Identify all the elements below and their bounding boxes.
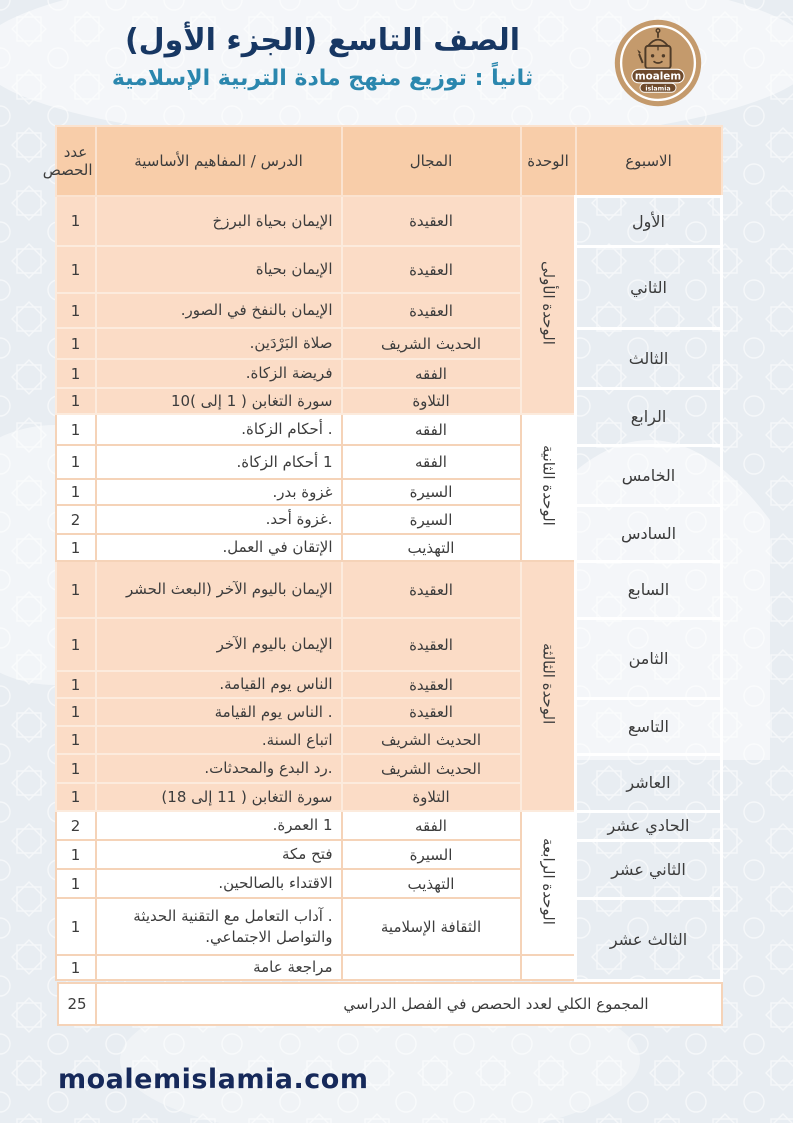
domain-cell: الحديث الشريف: [342, 754, 521, 783]
lesson-cell: 1 العمرة.: [96, 811, 342, 840]
unit-vertical-label: الوحدة الأولى: [539, 261, 558, 345]
domain-cell: الحديث الشريف: [342, 726, 521, 754]
total-value: 25: [57, 982, 97, 1026]
total-row: [57, 982, 723, 1026]
domain-cell: السيرة: [342, 840, 521, 869]
unit-vertical-label: الوحدة الرابعة: [539, 837, 558, 925]
week-cell: الثامن: [576, 618, 722, 698]
lesson-cell: الإيمان باليوم الآخر: [96, 618, 342, 671]
domain-cell: العقيدة: [342, 293, 521, 328]
count-cell: 1: [56, 534, 96, 561]
week-cell: الثالث: [576, 328, 722, 388]
count-cell: 1: [56, 246, 96, 293]
count-cell: 1: [56, 445, 96, 479]
domain-cell: السيرة: [342, 479, 521, 505]
table-row: [56, 840, 722, 869]
lesson-cell: غزوة بدر.: [96, 479, 342, 505]
count-cell: 1: [56, 754, 96, 783]
lesson-cell: سورة التغابن ( 1 إلى )10: [96, 388, 342, 414]
table-row: [56, 618, 722, 671]
lesson-cell: الاقتداء بالصالحين.: [96, 869, 342, 898]
domain-cell: العقيدة: [342, 246, 521, 293]
lesson-cell: صلاة البَرْدَين.: [96, 328, 342, 359]
lesson-cell: الناس يوم القيامة.: [96, 671, 342, 698]
week-cell: التاسع: [576, 698, 722, 754]
count-cell: 1: [56, 561, 96, 618]
table-row: [56, 561, 722, 618]
lesson-cell: . أحكام الزكاة.: [96, 414, 342, 445]
lesson-cell: سورة التغابن ( 11 إلى 18): [96, 783, 342, 811]
table-row: [56, 505, 722, 534]
count-cell: 1: [56, 328, 96, 359]
domain-cell: العقيدة: [342, 561, 521, 618]
count-cell: 1: [56, 196, 96, 246]
lesson-cell: . الناس يوم القيامة: [96, 698, 342, 726]
domain-cell: الحديث الشريف: [342, 328, 521, 359]
table-row: [56, 898, 722, 955]
unit-vertical-label: الوحدة الثانية: [539, 445, 558, 526]
count-cell: 2: [56, 505, 96, 534]
count-cell: 1: [56, 293, 96, 328]
week-cell: السادس: [576, 505, 722, 561]
count-cell: 1: [56, 671, 96, 698]
unit-cell: [521, 561, 576, 811]
count-cell: 1: [56, 618, 96, 671]
lesson-cell: فتح مكة: [96, 840, 342, 869]
week-cell: السابع: [576, 561, 722, 618]
week-cell: الأول: [576, 196, 722, 246]
unit-cell: [521, 955, 576, 980]
count-cell: 2: [56, 811, 96, 840]
column-header-unit: الوحدة: [521, 126, 576, 196]
logo-text-moalem: moalem: [634, 70, 682, 83]
lesson-cell: . آداب التعامل مع التقنية الحديثة والتواصل الاجتماعي.: [96, 898, 342, 955]
week-cell: الرابع: [576, 388, 722, 445]
unit-cell: [521, 196, 576, 414]
domain-cell: السيرة: [342, 505, 521, 534]
page-subtitle: ثانياً : توزيع منهج مادة التربية الإسلامية: [111, 65, 534, 91]
count-cell: 1: [56, 479, 96, 505]
count-cell: 1: [56, 783, 96, 811]
week-cell: الثالث عشر: [576, 898, 722, 980]
lesson-cell: الإيمان بحياة: [96, 246, 342, 293]
week-cell: الثاني عشر: [576, 840, 722, 898]
domain-cell: العقيدة: [342, 698, 521, 726]
week-cell: الحادي عشر: [576, 811, 722, 840]
count-cell: 1: [56, 869, 96, 898]
count-cell: 1: [56, 726, 96, 754]
table-row: [56, 754, 722, 783]
domain-cell: الفقه: [342, 445, 521, 479]
curriculum-table-wrap: [42, 125, 723, 1026]
domain-cell: العقيدة: [342, 618, 521, 671]
table-row: [56, 388, 722, 414]
page-header: [40, 22, 605, 91]
table-row: [56, 196, 722, 246]
week-cell: الخامس: [576, 445, 722, 505]
lesson-cell: الإيمان باليوم الآخر (البعث الحشر: [96, 561, 342, 618]
lesson-cell: فريضة الزكاة.: [96, 359, 342, 388]
moalem-islamia-logo: [613, 18, 703, 108]
domain-cell: الثقافة الإسلامية: [342, 898, 521, 955]
total-label: المجموع الكلي لعدد الحصص في الفصل الدراسي: [271, 982, 723, 1026]
page-title: الصف التاسع (الجزء الأول): [124, 23, 521, 58]
domain-cell: التهذيب: [342, 869, 521, 898]
count-cell: 1: [56, 840, 96, 869]
lesson-cell: مراجعة عامة: [96, 955, 342, 980]
total-spacer-cell: [97, 982, 271, 1026]
count-cell: 1: [56, 898, 96, 955]
lesson-cell: الإيمان بالنفخ في الصور.: [96, 293, 342, 328]
lesson-cell: 1 أحكام الزكاة.: [96, 445, 342, 479]
table-header-row: [56, 126, 722, 196]
column-header-lesson: الدرس / المفاهيم الأساسية: [96, 126, 342, 196]
domain-cell: التلاوة: [342, 388, 521, 414]
domain-cell: العقيدة: [342, 196, 521, 246]
week-cell: الثاني: [576, 246, 722, 328]
table-row: [56, 246, 722, 293]
domain-cell: التهذيب: [342, 534, 521, 561]
lesson-cell: .رد البدع والمحدثات.: [96, 754, 342, 783]
curriculum-table: [42, 125, 724, 982]
count-cell: 1: [56, 359, 96, 388]
domain-cell: الفقه: [342, 811, 521, 840]
table-row: [56, 445, 722, 479]
domain-cell: الفقه: [342, 414, 521, 445]
domain-cell: العقيدة: [342, 671, 521, 698]
count-cell: 1: [56, 698, 96, 726]
logo-text-islamia: islamia: [645, 85, 671, 93]
column-header-domain: المجال: [342, 126, 521, 196]
domain-cell: الفقه: [342, 359, 521, 388]
table-row: [56, 698, 722, 726]
table-row: [56, 811, 722, 840]
week-cell: العاشر: [576, 754, 722, 811]
lesson-cell: .غزوة أحد.: [96, 505, 342, 534]
column-header-sessions: عدد الحصص: [56, 126, 96, 196]
column-header-week: الاسبوع: [576, 126, 722, 196]
unit-vertical-label: الوحدة الثالثة: [539, 643, 558, 725]
lesson-cell: الإيمان بحياة البرزخ: [96, 196, 342, 246]
unit-cell: [521, 811, 576, 955]
lesson-cell: اتباع السنة.: [96, 726, 342, 754]
domain-cell: التلاوة: [342, 783, 521, 811]
table-row: [56, 328, 722, 359]
count-cell: 1: [56, 388, 96, 414]
unit-cell: [521, 414, 576, 561]
domain-cell: [342, 955, 521, 980]
website-url: moalemislamia.com: [58, 1064, 369, 1095]
lesson-cell: الإتقان في العمل.: [96, 534, 342, 561]
count-cell: 1: [56, 414, 96, 445]
count-cell: 1: [56, 955, 96, 980]
